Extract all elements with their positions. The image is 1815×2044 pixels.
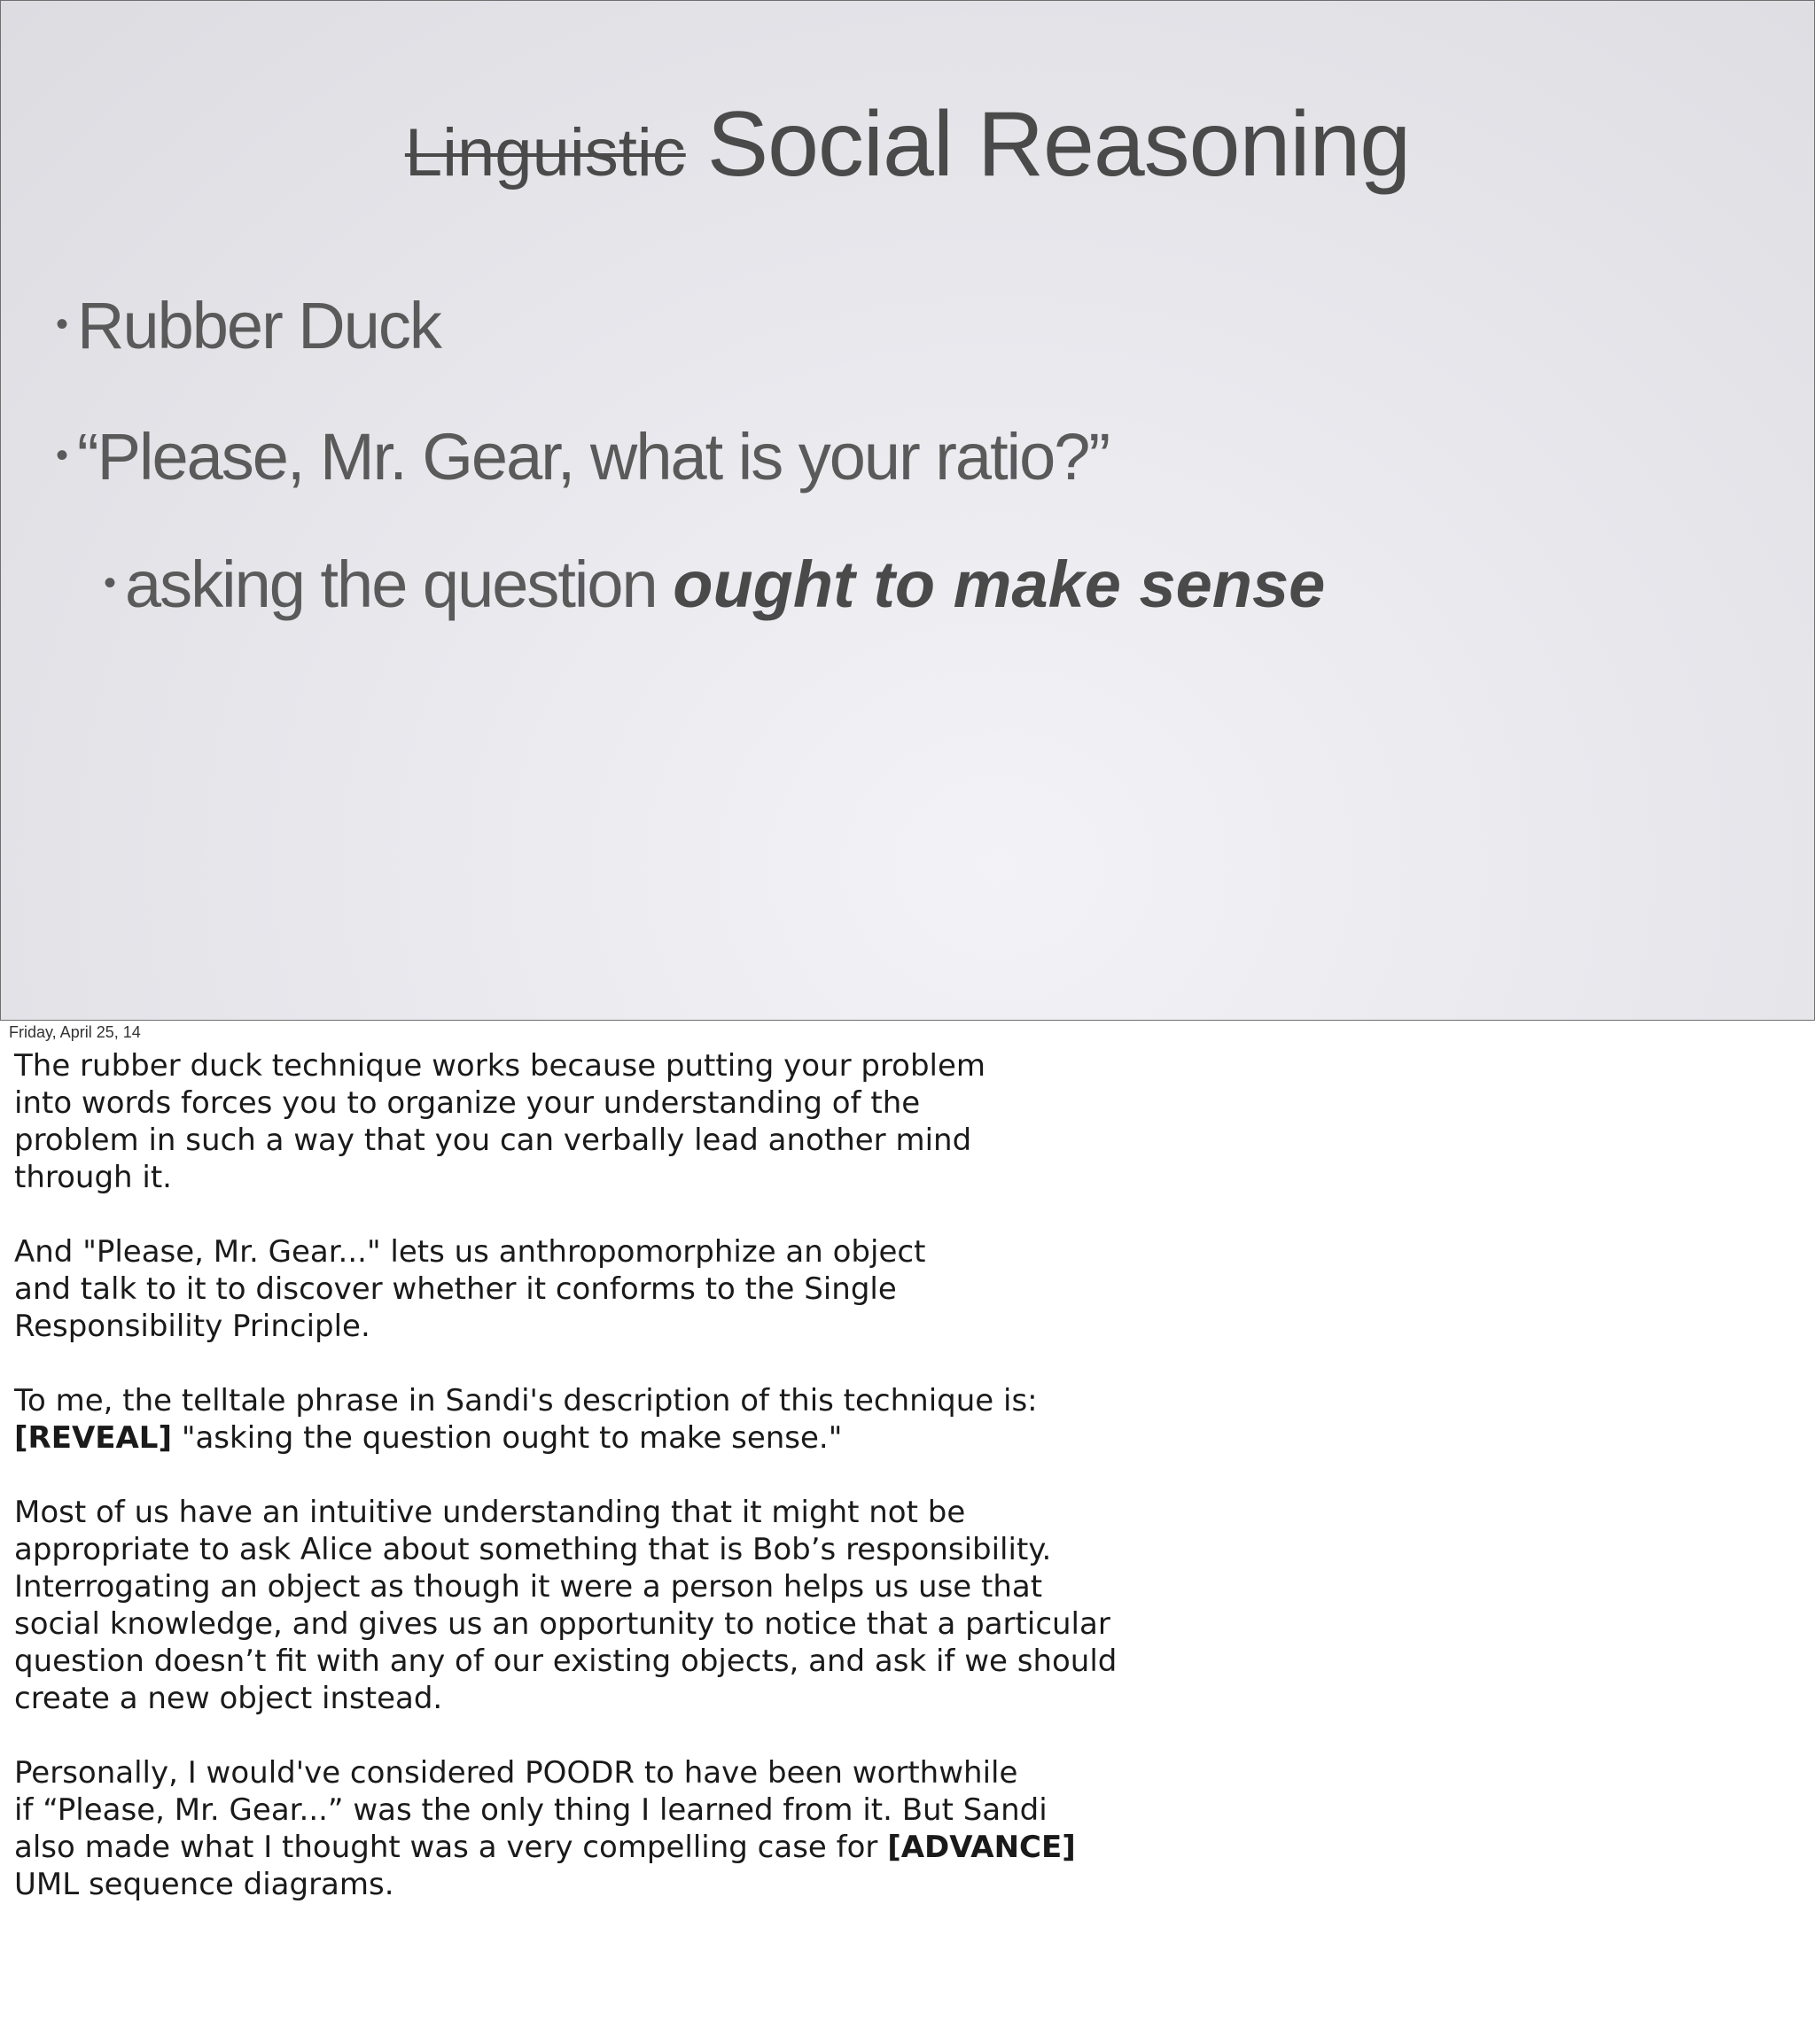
- notes-line-start: also made what I thought was a very compelling case for: [14, 1830, 888, 1865]
- notes-paragraph-2: [14, 1233, 1166, 1345]
- notes-line: Personally, I would've considered POODR to have been worthwhile: [14, 1755, 1018, 1791]
- notes-line: [14, 1829, 1166, 1866]
- notes-line: Interrogating an object as though it were a person helps us use that: [14, 1569, 1043, 1605]
- notes-line: To me, the telltale phrase in Sandi's description of this technique is:: [14, 1383, 1038, 1418]
- notes-line: create a new object instead.: [14, 1681, 443, 1716]
- slide: [0, 0, 1815, 1021]
- notes-line: And "Please, Mr. Gear..." lets us anthropomorphize an object: [14, 1234, 926, 1270]
- notes-line: social knowledge, and gives us an opportunity to notice that a particular: [14, 1606, 1110, 1642]
- sub-bullet-question: [104, 548, 1326, 621]
- notes-line: problem in such a way that you can verbally lead another mind: [14, 1123, 972, 1158]
- notes-line: [14, 1419, 1166, 1457]
- notes-line: and talk to it to discover whether it conforms to the Single: [14, 1271, 897, 1307]
- slide-title: [1, 93, 1814, 196]
- notes-paragraph-4: [14, 1494, 1166, 1717]
- notes-paragraph-1: [14, 1047, 1166, 1196]
- slide-date: Friday, April 25, 14: [9, 1023, 141, 1041]
- notes-line-rest: "asking the question ought to make sense.": [172, 1420, 843, 1456]
- notes-line: Most of us have an intuitive understanding that it might not be: [14, 1495, 966, 1530]
- notes-line: into words forces you to organize your understanding of the: [14, 1085, 921, 1121]
- reveal-tag: [REVEAL]: [14, 1420, 173, 1456]
- bullet-icon: •: [104, 563, 115, 602]
- bullet-rubber-duck: [56, 289, 440, 362]
- bullet-text: asking the question: [125, 548, 674, 621]
- notes-paragraph-5: [14, 1754, 1166, 1903]
- bullet-text: “Please, Mr. Gear, what is your ratio?”: [77, 420, 1110, 494]
- bullet-icon: •: [56, 305, 67, 344]
- bullet-mr-gear: [56, 420, 1110, 494]
- notes-paragraph-3: [14, 1382, 1166, 1457]
- bullet-emphasis: ought to make sense: [673, 548, 1326, 621]
- bullet-icon: •: [56, 436, 67, 475]
- notes-line: through it.: [14, 1160, 172, 1195]
- notes-line: if “Please, Mr. Gear...” was the only thing I learned from it. But Sandi: [14, 1792, 1048, 1828]
- title-text: Social Reasoning: [706, 93, 1411, 196]
- notes-line: appropriate to ask Alice about something that is Bob’s responsibility.: [14, 1532, 1052, 1567]
- notes-line: question doesn’t fit with any of our existing objects, and ask if we should: [14, 1644, 1118, 1679]
- notes-line: Responsibility Principle.: [14, 1309, 370, 1344]
- advance-tag: [ADVANCE]: [887, 1830, 1076, 1865]
- bullet-text: Rubber Duck: [77, 289, 440, 362]
- struck-title-word: Linguistic: [404, 115, 686, 190]
- notes-line: UML sequence diagrams.: [14, 1867, 394, 1902]
- notes-line: The rubber duck technique works because putting your problem: [14, 1048, 986, 1084]
- speaker-notes: [14, 1047, 1166, 1940]
